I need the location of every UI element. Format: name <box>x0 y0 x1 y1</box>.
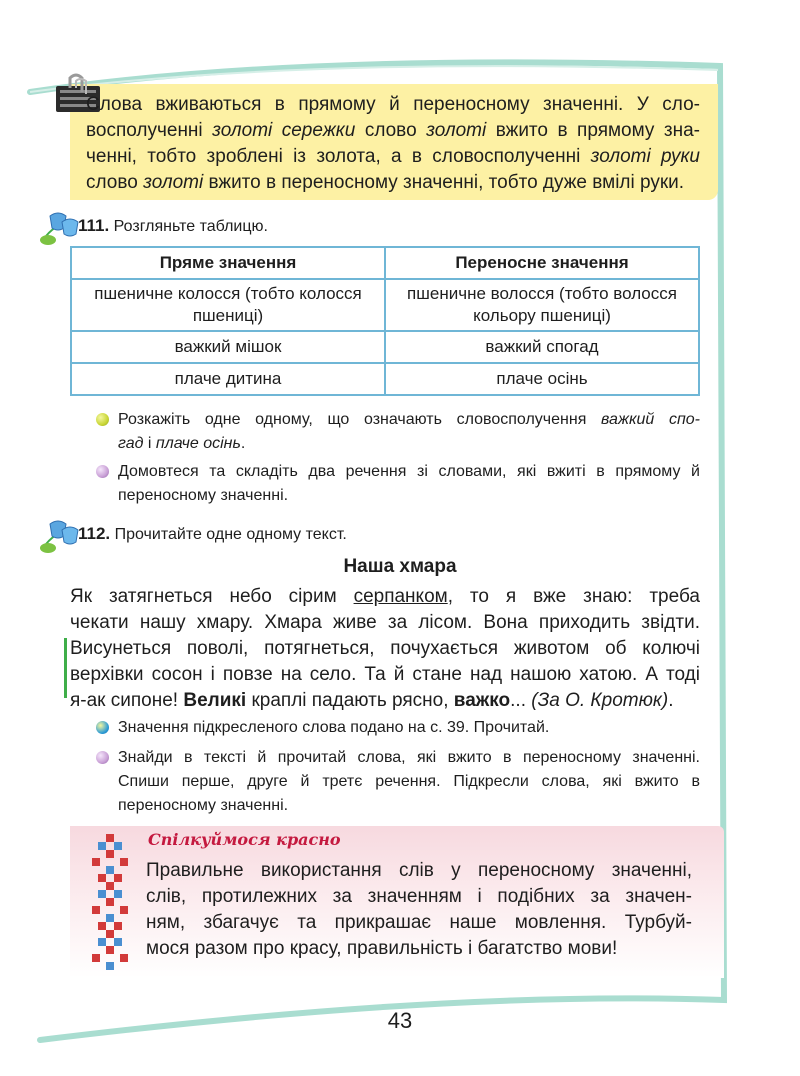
tip-text <box>146 858 692 962</box>
story-text <box>70 584 700 714</box>
table-cell: пшеничне колосся (тобто колосся пшениці) <box>71 279 385 331</box>
task-text: Прочитайте одне одному текст. <box>114 526 347 543</box>
text-line: Правильне використання слів у переносному значенні, <box>146 860 692 881</box>
table-cell: важкий мішок <box>71 331 385 363</box>
bullet-dot-icon <box>96 751 109 764</box>
bullet-dot-icon <box>96 465 109 478</box>
page-number: 43 <box>387 1008 413 1033</box>
embroidery-ornament-icon <box>88 832 132 974</box>
text-line: Висунеться поволі, потягнеться, почухається животом об колючі <box>70 638 700 659</box>
text-line: я-ак сипоне! Великі краплі падають рясно, важко... (За О. Кротюк). <box>70 690 674 711</box>
text-line: слів, протилежних за значенням і подібних за значен- <box>146 886 692 907</box>
text-line: ченні, тобто зроблені із золота, а в словосполученні золоті руки <box>86 146 700 167</box>
inline-text: гад <box>118 435 144 452</box>
table-header: Переносне значення <box>385 247 699 279</box>
meaning-table <box>70 246 700 396</box>
inline-text: плаче осінь <box>155 435 241 452</box>
text-line: Слова вживаються в прямому й переносному значенні. У сло- <box>86 94 700 115</box>
text-line: Як затягнеться небо сірим серпанком, то я вже знаю: треба <box>70 586 700 607</box>
inline-text: Великі <box>183 690 247 711</box>
tip-heading: Спілкуймося красно <box>148 830 341 849</box>
task-number: 111. <box>78 216 110 235</box>
text-line: ням, збагачує та прикрашає наше мовлення. Турбуй- <box>146 912 692 933</box>
table-cell: плаче осінь <box>385 363 699 395</box>
bellflower-icon <box>36 516 80 556</box>
text-line: Домовтеся та складіть два речення зі словами, які вжиті в прямому й <box>118 463 700 480</box>
text-line: Значення підкресленого слова подано на с. 39. Прочитай. <box>118 719 550 736</box>
table-cell: плаче дитина <box>71 363 385 395</box>
text-line: чекати нашу хмару. Хмара живе за лісом. Вона приходить звідти. <box>70 612 700 633</box>
task-112 <box>78 524 347 544</box>
table-header: Пряме значення <box>71 247 385 279</box>
inline-text: важкий спо- <box>601 411 700 428</box>
table-cell: важкий спогад <box>385 331 699 363</box>
inline-text: золоті сережки <box>212 120 356 141</box>
rule-text <box>86 92 700 196</box>
list-item <box>96 746 700 818</box>
text-line: верхівки сосон і повзе на село. Та й стане над нашою хатою. А тоді <box>70 664 700 685</box>
text-line: Розкажіть одне одному, що означають словосполучення важкий спо- <box>118 411 700 428</box>
text-line: переносному значенні. <box>118 487 289 504</box>
text-line: слово золоті вжито в переносному значенні, тобто дуже вмілі руки. <box>86 172 685 193</box>
bullet-text <box>118 460 700 508</box>
list-item <box>96 460 700 508</box>
text-line: мося разом про красу, правильність і багатство мови! <box>146 938 618 959</box>
task-111 <box>78 216 268 236</box>
bullet-text <box>118 408 700 456</box>
task-text: Розгляньте таблицю. <box>113 218 268 235</box>
table-row <box>71 363 699 395</box>
bellflower-icon <box>36 208 80 248</box>
bullet-text <box>118 746 700 818</box>
table-header-row <box>71 247 699 279</box>
inline-text: (За О. Кротюк) <box>531 690 669 711</box>
inline-text: важко <box>453 690 511 711</box>
table-row <box>71 279 699 331</box>
text-line: гад і плаче осінь. <box>118 435 246 452</box>
inline-text: золоті руки <box>590 146 700 167</box>
table-cell: пшеничне волосся (тобто волосся кольору пшениці) <box>385 279 699 331</box>
text-line: Знайди в тексті й прочитай слова, які вжито в переносному значенні. <box>118 749 700 766</box>
inline-text: серпанком <box>353 586 448 607</box>
bullet-dot-icon <box>96 721 109 734</box>
bullet-text <box>118 716 700 740</box>
text-line: переносному значенні. <box>118 797 289 814</box>
list-item <box>96 716 700 740</box>
inline-text: золоті <box>426 120 487 141</box>
list-item <box>96 408 700 456</box>
inline-text: золоті <box>143 172 204 193</box>
table-row <box>71 331 699 363</box>
task-number: 112. <box>78 524 111 543</box>
margin-bar <box>64 638 67 698</box>
bullet-dot-icon <box>96 413 109 426</box>
text-line: восполученні золоті сережки слово золоті вжито в прямому зна- <box>86 120 700 141</box>
story-title: Наша хмара <box>343 556 457 577</box>
text-line: Спиши перше, друге й третє речення. Підкресли слова, які вжито в <box>118 773 700 790</box>
